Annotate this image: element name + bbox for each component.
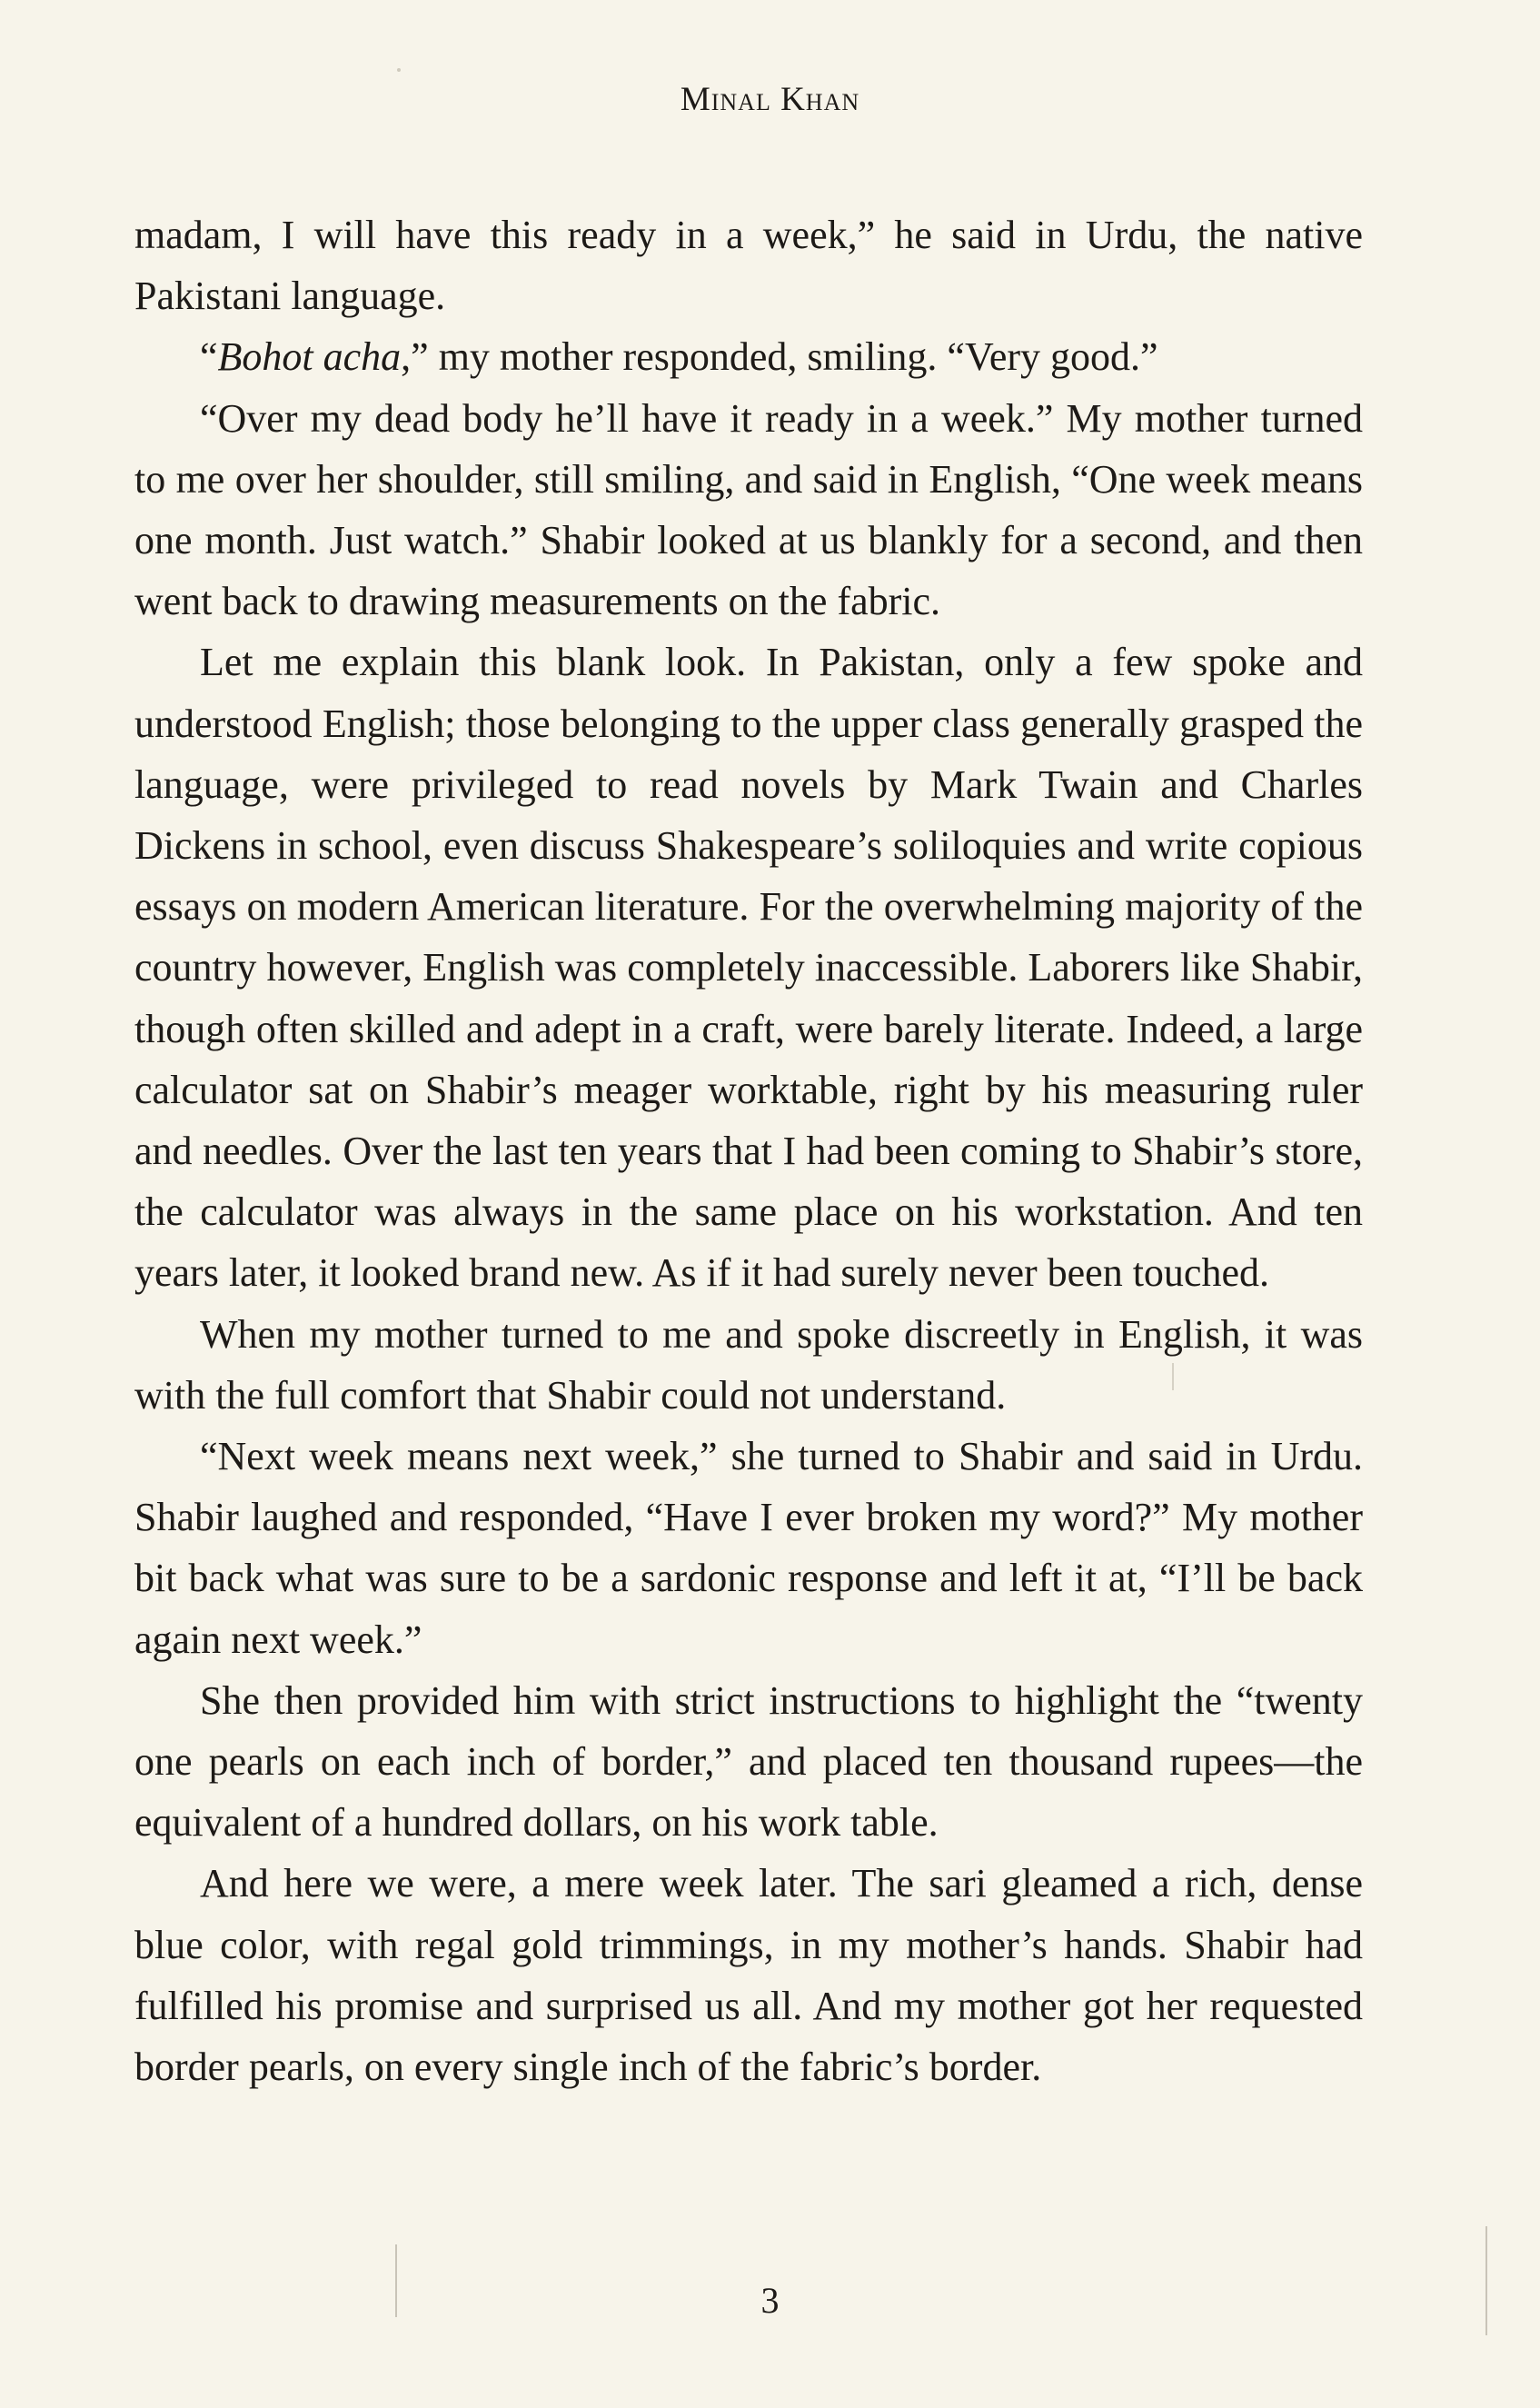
- paragraph: She then provided him with strict instructions to highlight the “twenty one pearls on each inch of border,” and placed ten thousand rupees—the equivalent of a hundred dollars, on his work table.: [134, 1677, 1363, 1846]
- paragraph: “Next week means next week,” she turned to Shabir and said in Urdu. Shabir laughed and responded, “Have I ever broken my word?” My mother bit back what was sure to be a sardonic response and left it at, “I’ll be back again next week.”: [134, 1434, 1363, 1662]
- page-number: 3: [760, 2280, 780, 2321]
- paragraph: Let me explain this blank look. In Pakistan, only a few spoke and understood English; those belonging to the upper class generally grasped the language, were privileged to read novels by Mark Twain and Charles Dickens in school, even discuss Shakespeare’s soliloquies and write copious essays on modern American literature. For the overwhelming majority of the country however, English was completely inaccessible. Laborers like Shabir, though often skilled and adept in a craft, were barely literate. Indeed, a large calculator sat on Shabir’s meager worktable, right by his measuring ruler and needles. Over the last ten years that I had been coming to Shabir’s store, the calculator was always in the same place on his workstation. And ten years later, it looked brand new. As if it had surely never been touched.: [134, 640, 1363, 1296]
- paragraph-continued: madam, I will have this ready in a week,” he said in Urdu, the native Pakistani language.: [134, 213, 1363, 319]
- quote-rest: ,” my mother responded, smiling. “Very good.”: [401, 334, 1158, 380]
- scan-line: [395, 2244, 397, 2317]
- paragraph-quote: [134, 326, 1363, 387]
- paragraph: And here we were, a mere week later. The sari gleamed a rich, dense blue color, with regal gold trimmings, in my mother’s hands. Shabir had fulfilled his promise and surprised us all. And my mother got her requested border pearls, on every single inch of the fabric’s border.: [134, 1861, 1363, 2090]
- body-text: [134, 204, 1363, 2097]
- open-quote: “: [200, 334, 218, 380]
- scan-line: [1172, 1363, 1174, 1390]
- paragraph: When my mother turned to me and spoke discreetly in English, it was with the full comfort that Shabir could not understand.: [134, 1311, 1363, 1418]
- italic-urdu-phrase: Bohot acha: [217, 334, 402, 380]
- running-head-author: Minal Khan: [680, 81, 860, 118]
- scan-line: [1485, 2226, 1487, 2335]
- scan-speck: [397, 68, 401, 72]
- paragraph: “Over my dead body he’ll have it ready in a week.” My mother turned to me over her shoulder, still smiling, and said in English, “One week means one month. Just watch.” Shabir looked at us blankly for a second, and then went back to drawing measurements on the fabric.: [134, 395, 1363, 624]
